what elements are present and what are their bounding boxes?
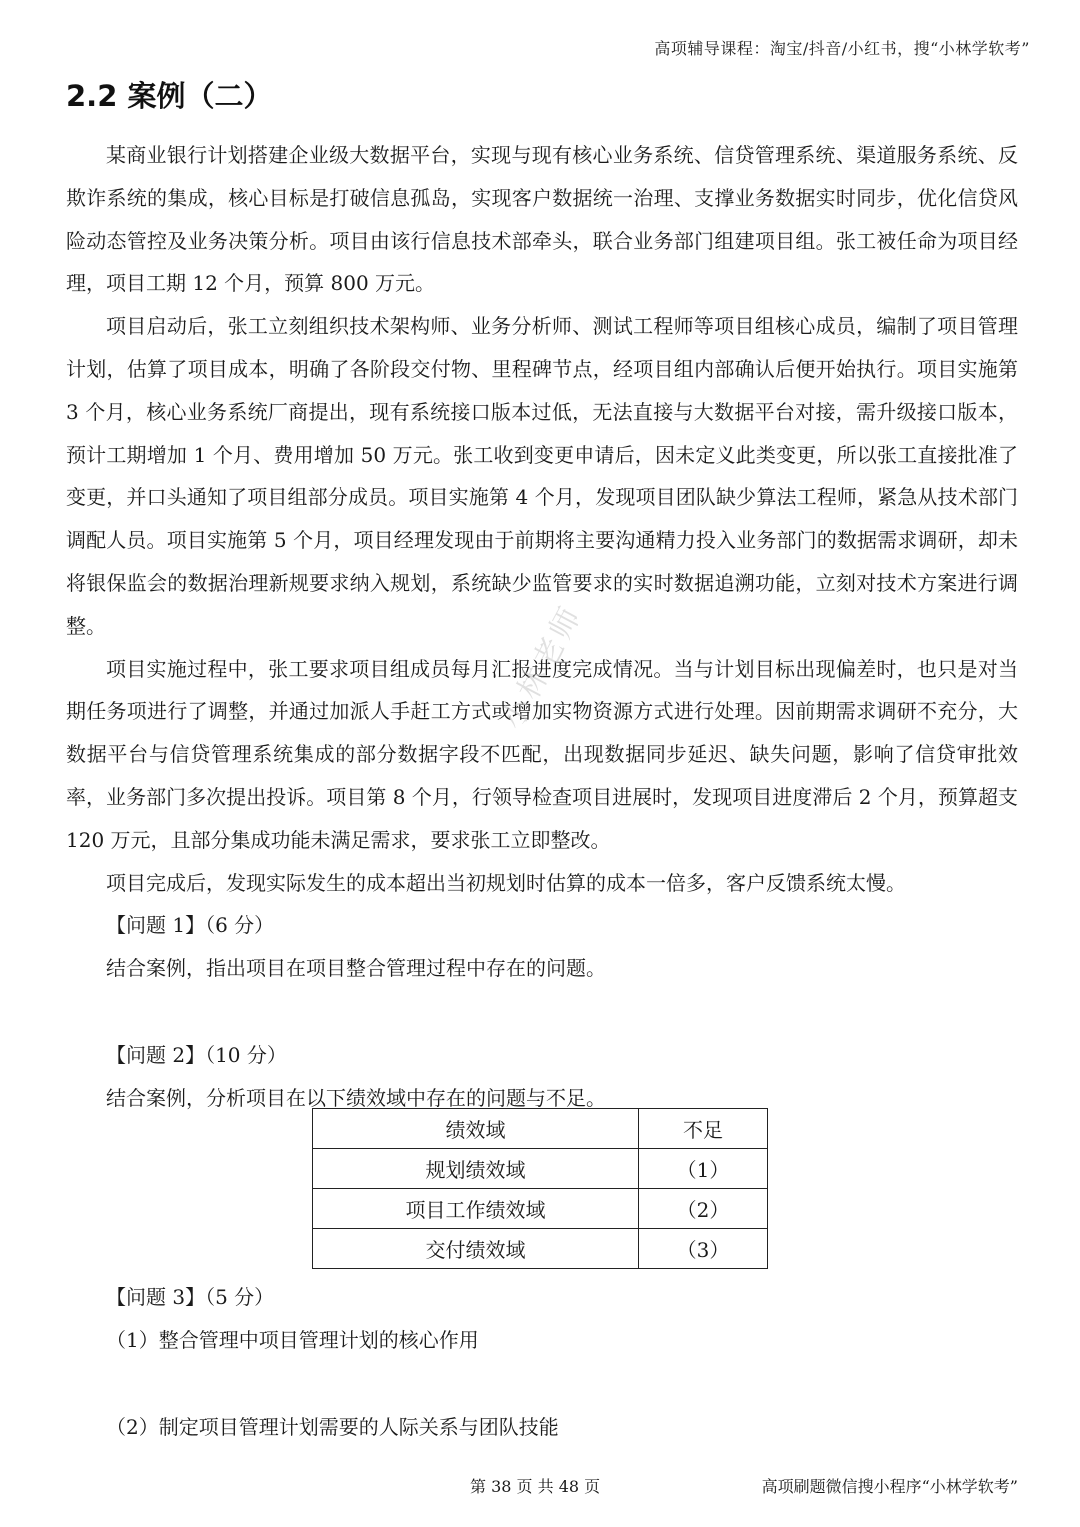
- case-paragraph-3: 项目实施过程中，张工要求项目组成员每月汇报进度完成情况。当与计划目标出现偏差时，也只是对当期任务项进行了调整，并通过加派人手赶工方式或增加实物资源方式进行处理。因前期需求调研不充分，大数据平台与信贷管理系统集成的部分数据字段不匹配，出现数据同步延迟、缺失问题，影响了信贷审批效率，业务部门多次提出投诉。项目第 8 个月，行领导检查项目进展时，发现项目进度滞后 2 个月，预算超支 120 万元，且部分集成功能未满足需求，要求张工立即整改。: [66, 656, 1018, 852]
- table-row: [313, 1189, 768, 1229]
- watermark: 小林老师: [495, 598, 590, 736]
- table-cell: （1）: [639, 1149, 768, 1189]
- table-row: [313, 1229, 768, 1269]
- table-cell: 交付绩效域: [313, 1229, 639, 1269]
- page-number: 第 38 页 共 48 页: [470, 1477, 601, 1496]
- question-2-heading: 【问题 2】（10 分）: [106, 1042, 287, 1067]
- table-header-row: [313, 1109, 768, 1149]
- page-header: 高项辅导课程：淘宝/抖音/小红书，搜“小林学软考”: [654, 39, 1030, 58]
- question-3-section: [66, 1276, 1018, 1448]
- case-paragraph-4: 项目完成后，发现实际发生的成本超出当初规划时估算的成本一倍多，客户反馈系统太慢。: [106, 870, 906, 895]
- question-3-item-1: （1）整合管理中项目管理计划的核心作用: [106, 1327, 479, 1352]
- question-1-heading: 【问题 1】（6 分）: [106, 913, 275, 938]
- question-2-text: 结合案例，分析项目在以下绩效域中存在的问题与不足。: [106, 1085, 606, 1110]
- table-cell: 规划绩效域: [313, 1149, 639, 1189]
- footer-promo: 高项刷题微信搜小程序“小林学软考”: [761, 1477, 1018, 1496]
- section-title: 2.2 案例（二）: [66, 79, 273, 113]
- table-cell: （3）: [639, 1229, 768, 1269]
- performance-domain-table: [312, 1108, 768, 1269]
- table-row: [313, 1149, 768, 1189]
- table-cell: 项目工作绩效域: [313, 1189, 639, 1229]
- question-1-text: 结合案例，指出项目在项目整合管理过程中存在的问题。: [106, 956, 606, 981]
- case-paragraph-2: 项目启动后，张工立刻组织技术架构师、业务分析师、测试工程师等项目组核心成员，编制了项目管理计划，估算了项目成本，明确了各阶段交付物、里程碑节点，经项目组内部确认后便开始执行。项目实施第 3 个月，核心业务系统厂商提出，现有系统接口版本过低，无法直接与大数据平台对接，需升级接口版本，预计工期增加 1 个月、费用增加 50 万元。张工收到变更申请后，因未定义此类变更，所以张工直接批准了变更，并口头通知了项目组部分成员。项目实施第 4 个月，发现项目团队缺少算法工程师，紧急从技术部门调配人员。项目实施第 5 个月，项目经理发现由于前期将主要沟通精力投入业务部门的数据需求调研，却未将银保监会的数据治理新规要求纳入规划，系统缺少监管要求的实时数据追溯功能，立刻对技术方案进行调整。: [66, 314, 1018, 638]
- question-3-item-2: （2）制定项目管理计划需要的人际关系与团队技能: [106, 1414, 559, 1439]
- question-3-heading: 【问题 3】（5 分）: [106, 1285, 275, 1309]
- table-cell: （2）: [639, 1189, 768, 1229]
- table-header-domain: 绩效域: [313, 1109, 639, 1149]
- table-header-shortcoming: 不足: [639, 1109, 768, 1149]
- case-paragraph-1: 某商业银行计划搭建企业级大数据平台，实现与现有核心业务系统、信贷管理系统、渠道服务系统、反欺诈系统的集成，核心目标是打破信息孤岛，实现客户数据统一治理、支撑业务数据实时同步，优化信贷风险动态管控及业务决策分析。项目由该行信息技术部牵头，联合业务部门组建项目组。张工被任命为项目经理，项目工期 12 个月，预算 800 万元。: [66, 143, 1018, 296]
